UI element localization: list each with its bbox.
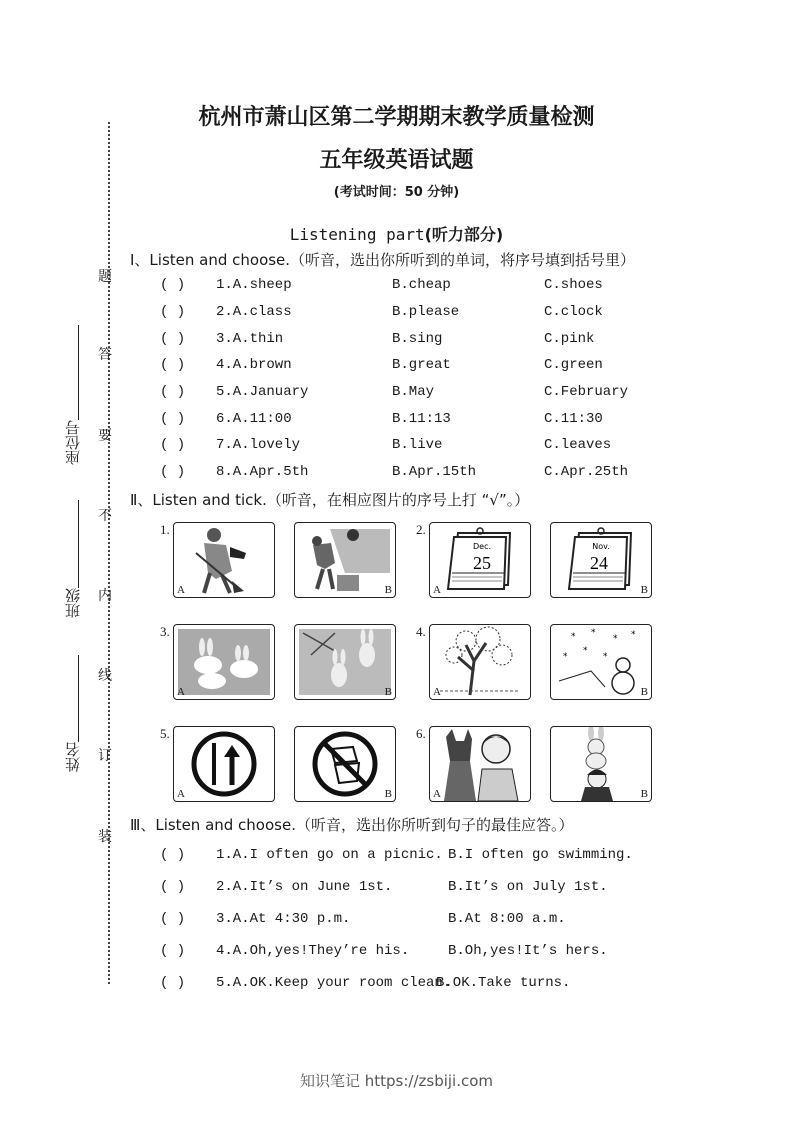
listening-part-en: Listening part: [289, 225, 425, 244]
option-label-a: A: [433, 788, 441, 800]
option-label-a: A: [433, 584, 441, 596]
binding-dotted-line: [108, 122, 110, 984]
section1-item: [160, 304, 760, 324]
margin-char: 内: [98, 588, 112, 604]
option-label-b: B: [640, 686, 648, 698]
boy-with-dog-icon[interactable]: [429, 726, 531, 802]
margin-char: 装: [98, 829, 112, 845]
option-a: 5.A.OK.Keep your room clean.: [216, 975, 452, 991]
option-c: C.pink: [544, 331, 595, 347]
class-blank[interactable]: [78, 500, 79, 588]
keep-right-sign-icon[interactable]: [173, 726, 275, 802]
question-number: 1.: [160, 522, 170, 537]
option-b: B.May: [392, 384, 435, 400]
calendar-dec-25-icon[interactable]: [429, 522, 531, 598]
section1-heading: Ⅰ、Listen and choose.（听音，选出你所听到的单词，将序号填到括号里）: [130, 251, 636, 269]
margin-char: 线: [98, 668, 112, 684]
section3-heading: Ⅲ、Listen and choose.（听音，选出你所听到句子的最佳应答。）: [130, 816, 574, 834]
section1-item: [160, 331, 760, 351]
section1-item: [160, 277, 760, 297]
option-label-a: A: [177, 686, 185, 698]
no-litter-sign-icon[interactable]: [294, 726, 396, 802]
option-label-b: B: [384, 788, 392, 800]
section3-item: [160, 847, 760, 867]
question-number: 2.: [416, 522, 426, 537]
calendar-month: Dec.: [472, 542, 492, 551]
option-b: B.Apr.15th: [392, 464, 477, 480]
margin-char: 答: [98, 347, 112, 363]
svg-text:*: *: [591, 628, 596, 638]
section2-heading: Ⅱ、Listen and tick.（听音，在相应图片的序号上打 “√”。）: [130, 491, 530, 509]
section1-item: [160, 464, 760, 484]
calendar-month: Nov.: [592, 542, 610, 551]
option-label-a: A: [177, 584, 185, 596]
option-b: B.Oh,yes!It’s hers.: [448, 943, 608, 959]
answer-bracket[interactable]: ( ): [160, 357, 186, 373]
listening-part-cn: (听力部分): [424, 225, 504, 244]
option-c: C.February: [544, 384, 629, 400]
option-a: 4.A.Oh,yes!They’re his.: [216, 943, 410, 959]
answer-bracket[interactable]: ( ): [160, 331, 186, 347]
girl-playing-icon[interactable]: [294, 522, 396, 598]
name-label: 姓名: [64, 742, 82, 772]
option-a: 1.A.I often go on a picnic.: [216, 847, 443, 863]
seat-number-blank[interactable]: [78, 325, 79, 420]
footer-watermark: 知识笔记 https://zsbiji.com: [299, 1072, 494, 1090]
option-label-a: A: [433, 686, 441, 698]
option-a: 8.A.Apr.5th: [216, 464, 309, 480]
answer-bracket[interactable]: ( ): [160, 911, 186, 927]
section1-item: [160, 384, 760, 404]
option-b: B.live: [392, 437, 443, 453]
girl-sweeping-icon[interactable]: [173, 522, 275, 598]
answer-bracket[interactable]: ( ): [160, 464, 186, 480]
listening-part-heading: [0, 222, 793, 245]
calendar-day: 24: [590, 553, 608, 573]
option-c: C.leaves: [544, 437, 612, 453]
option-a: 7.A.lovely: [216, 437, 301, 453]
question-number: 5.: [160, 726, 170, 741]
exam-title: 杭州市萧山区第二学期期末教学质量检测: [198, 105, 595, 130]
question-number: 4.: [416, 624, 426, 639]
section3-item: [160, 943, 760, 963]
svg-text:*: *: [631, 630, 636, 640]
option-label-b: B: [384, 584, 392, 596]
section1-item: [160, 411, 760, 431]
seat-number-label: 座位号: [64, 420, 82, 465]
autumn-tree-icon[interactable]: [429, 624, 531, 700]
exam-time-note: (考试时间：50 分钟): [333, 185, 460, 200]
section1-item: [160, 437, 760, 457]
answer-bracket[interactable]: ( ): [160, 975, 186, 991]
option-a: 5.A.January: [216, 384, 309, 400]
answer-bracket[interactable]: ( ): [160, 277, 186, 293]
rabbits-eating-icon[interactable]: [173, 624, 275, 700]
exam-subtitle: 五年级英语试题: [319, 148, 474, 173]
girl-with-rabbit-icon[interactable]: [550, 726, 652, 802]
answer-bracket[interactable]: ( ): [160, 847, 186, 863]
option-a: 2.A.It’s on June 1st.: [216, 879, 393, 895]
option-a: 1.A.sheep: [216, 277, 292, 293]
margin-char: 要: [98, 428, 112, 444]
answer-bracket[interactable]: ( ): [160, 384, 186, 400]
question-number: 6.: [416, 726, 426, 741]
rabbits-swinging-icon[interactable]: [294, 624, 396, 700]
calendar-day: 25: [473, 553, 491, 573]
margin-char: 题: [98, 269, 112, 285]
answer-bracket[interactable]: ( ): [160, 879, 186, 895]
svg-text:*: *: [613, 634, 618, 644]
option-b: B.great: [392, 357, 451, 373]
option-label-b: B: [640, 584, 648, 596]
option-c: C.clock: [544, 304, 603, 320]
option-b: B.At 8:00 a.m.: [448, 911, 566, 927]
option-b: B.It’s on July 1st.: [448, 879, 608, 895]
margin-char: 订: [98, 748, 112, 764]
option-c: C.Apr.25th: [544, 464, 629, 480]
svg-text:*: *: [563, 652, 568, 662]
snowman-icon[interactable]: [550, 624, 652, 700]
option-label-b: B: [384, 686, 392, 698]
section3-item: [160, 879, 760, 899]
section1-item: [160, 357, 760, 377]
option-c: C.green: [544, 357, 603, 373]
option-b: B.I often go swimming.: [448, 847, 633, 863]
name-blank[interactable]: [78, 655, 79, 742]
answer-bracket[interactable]: ( ): [160, 304, 186, 320]
option-c: C.11:30: [544, 411, 603, 427]
answer-bracket[interactable]: ( ): [160, 411, 186, 427]
calendar-nov-24-icon[interactable]: [550, 522, 652, 598]
section3-item: [160, 911, 760, 931]
option-a: 3.A.At 4:30 p.m.: [216, 911, 351, 927]
option-a: 2.A.class: [216, 304, 292, 320]
svg-text:*: *: [571, 632, 576, 642]
option-a: 6.A.11:00: [216, 411, 292, 427]
option-a: 3.A.thin: [216, 331, 284, 347]
svg-text:*: *: [603, 652, 608, 662]
margin-char: 不: [98, 508, 112, 524]
section3-item: [160, 975, 760, 995]
option-label-a: A: [177, 788, 185, 800]
option-b: B.please: [392, 304, 460, 320]
svg-text:*: *: [583, 646, 588, 656]
option-b: B.sing: [392, 331, 443, 347]
option-b: B.cheap: [392, 277, 451, 293]
option-label-b: B: [640, 788, 648, 800]
option-a: 4.A.brown: [216, 357, 292, 373]
option-b: B.11:13: [392, 411, 451, 427]
answer-bracket[interactable]: ( ): [160, 943, 186, 959]
option-b: B.OK.Take turns.: [436, 975, 571, 991]
question-number: 3.: [160, 624, 170, 639]
option-c: C.shoes: [544, 277, 603, 293]
answer-bracket[interactable]: ( ): [160, 437, 186, 453]
class-label: 班级: [64, 588, 82, 618]
